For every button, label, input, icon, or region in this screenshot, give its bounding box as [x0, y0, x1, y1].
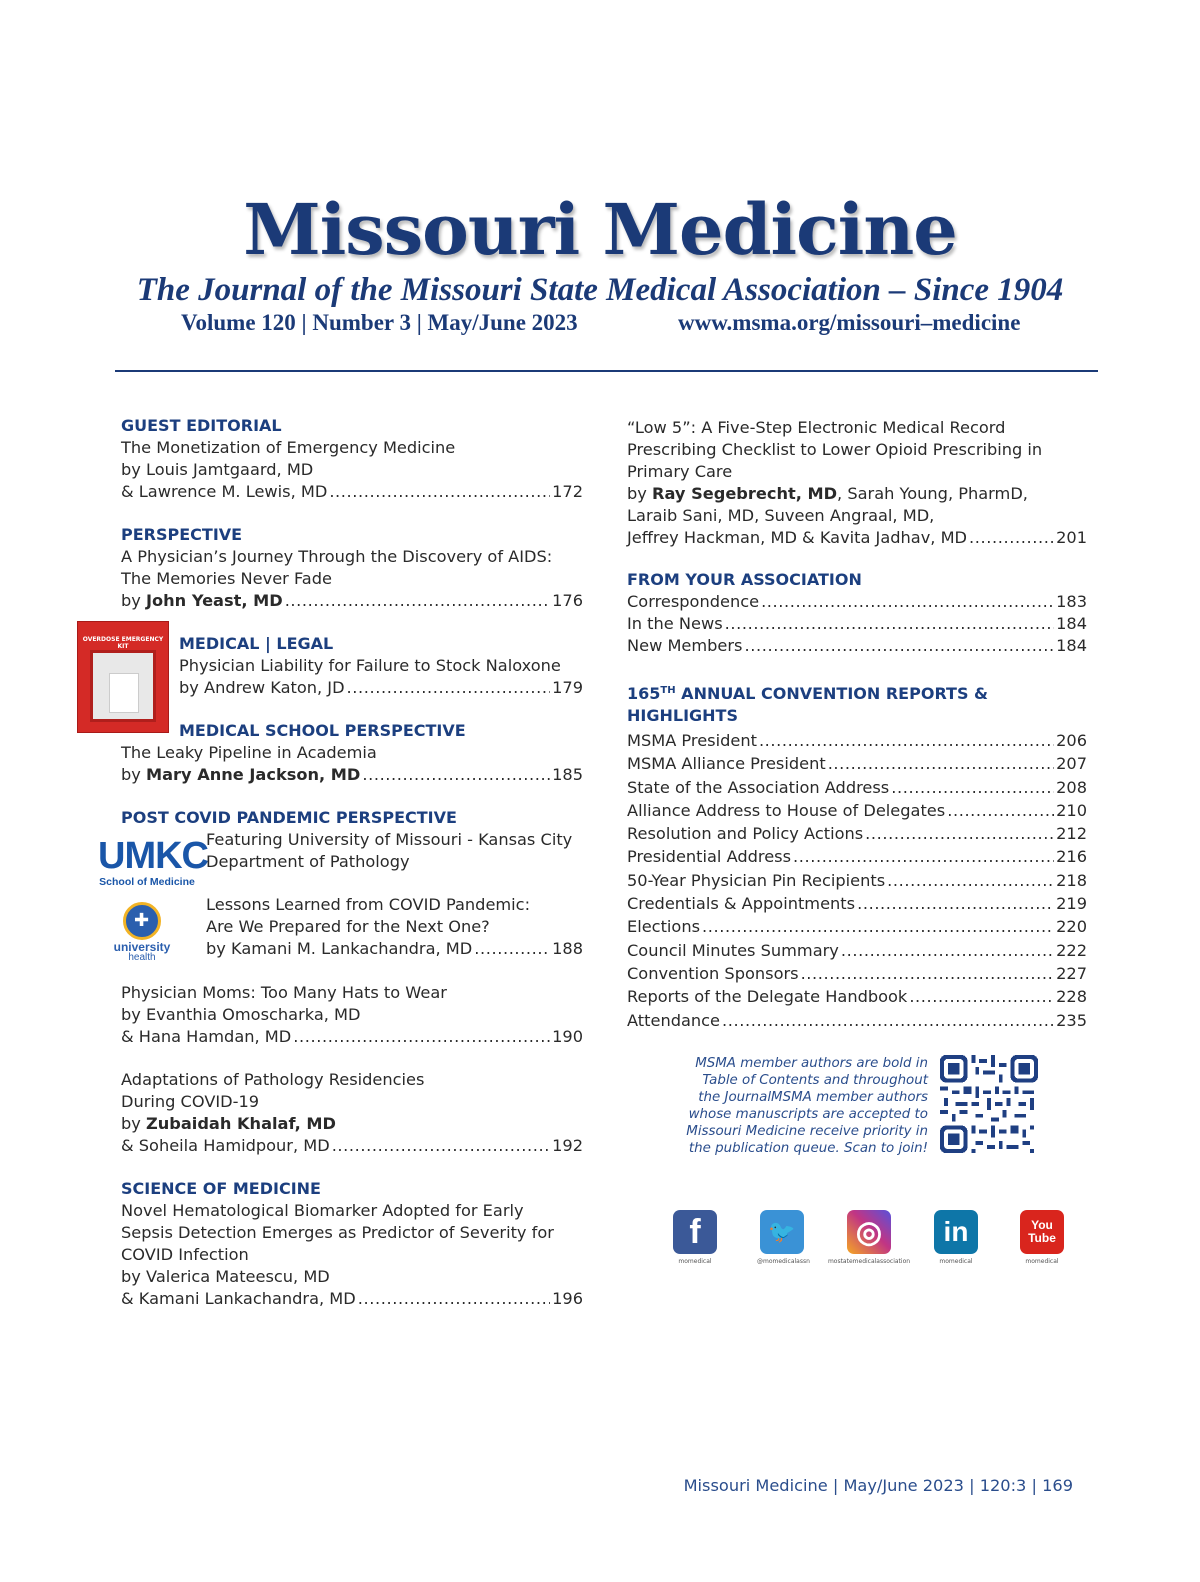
page-number: 196	[552, 1289, 583, 1308]
entry-label: In the News	[627, 614, 723, 633]
uh-wordmark-2: health	[128, 952, 156, 963]
feature-line: Department of Pathology	[206, 852, 410, 871]
toc-umkc-feature	[206, 829, 583, 960]
social-handle: momedical	[678, 1258, 712, 1265]
note-line: Missouri Medicine receive priority in	[686, 1124, 928, 1139]
facebook-icon: f	[673, 1210, 717, 1254]
article-title[interactable]: “Low 5”: A Five-Step Electronic Medical Record	[627, 418, 1006, 437]
toc-entry[interactable]	[627, 892, 1087, 915]
youtube-icon: You Tube	[1020, 1210, 1064, 1254]
note-line: the publication queue. Scan to join!	[688, 1141, 928, 1156]
article-author: by Evanthia Omoscharka, MD	[121, 1005, 361, 1024]
by-label: by	[627, 484, 653, 503]
entry-label: Presidential Address	[627, 847, 792, 867]
toc-guest-editorial	[121, 415, 583, 503]
article-title[interactable]: COVID Infection	[121, 1245, 249, 1264]
entry-label: MSMA Alliance President	[627, 754, 826, 774]
article-title[interactable]: Novel Hematological Biomarker Adopted for Early	[121, 1201, 524, 1220]
toc-entry[interactable]	[179, 677, 583, 699]
entry-label: 50-Year Physician Pin Recipients	[627, 870, 886, 890]
page-number: 216	[1056, 847, 1087, 867]
page-number: 201	[1056, 528, 1087, 547]
masthead	[0, 188, 1200, 335]
toc-entry[interactable]	[121, 764, 583, 786]
page-number: 227	[1056, 963, 1087, 983]
entry-label: Alliance Address to House of Delegates	[627, 800, 946, 820]
section-heading: MEDICAL SCHOOL PERSPECTIVE	[179, 721, 466, 740]
toc-entry[interactable]	[627, 591, 1087, 613]
section-heading: MEDICAL | LEGAL	[179, 634, 334, 653]
heading-text: ANNUAL CONVENTION REPORTS & HIGHLIGHTS	[627, 684, 988, 725]
article-author: Jeffrey Hackman, MD & Kavita Jadhav, MD	[627, 528, 968, 547]
toc-perspective	[121, 524, 583, 612]
social-handle: @momedicalassn	[757, 1258, 810, 1265]
toc-entry[interactable]	[121, 1026, 583, 1048]
note-line: whose manuscripts are accepted to	[688, 1107, 928, 1122]
toc-medical-legal	[179, 633, 583, 742]
page-number: 172	[552, 482, 583, 501]
article-title[interactable]: Sepsis Detection Emerges as Predictor of Severity for	[121, 1223, 554, 1242]
toc-entry[interactable]	[627, 527, 1087, 549]
toc-entry[interactable]	[206, 938, 583, 960]
page-number: 188	[552, 939, 583, 958]
page-number: 183	[1056, 592, 1087, 611]
page-number: 190	[552, 1027, 583, 1046]
page-number: 185	[552, 765, 583, 784]
article-title[interactable]: Adaptations of Pathology Residencies	[121, 1070, 425, 1089]
article-title[interactable]: A Physician’s Journey Through the Discovery of AIDS:	[121, 547, 553, 566]
article-title[interactable]: Lessons Learned from COVID Pandemic:	[206, 895, 531, 914]
article-author: & Soheila Hamidpour, MD	[121, 1136, 330, 1155]
university-health-icon	[123, 902, 161, 940]
member-author: John Yeast, MD	[146, 591, 283, 610]
facebook-link[interactable]	[670, 1210, 720, 1265]
umkc-logo	[98, 835, 208, 888]
page-number: 210	[1056, 800, 1087, 820]
toc-entry[interactable]	[627, 915, 1087, 938]
toc-entry[interactable]	[627, 1009, 1087, 1032]
section-heading: POST COVID PANDEMIC PERSPECTIVE	[121, 808, 457, 827]
entry-label: Resolution and Policy Actions	[627, 824, 864, 844]
member-author-note	[660, 1055, 928, 1157]
toc-entry[interactable]	[627, 729, 1087, 752]
section-heading: GUEST EDITORIAL	[121, 416, 282, 435]
linkedin-link[interactable]	[931, 1210, 981, 1265]
section-heading: SCIENCE OF MEDICINE	[121, 1179, 321, 1198]
page-number: 179	[552, 678, 583, 697]
note-line: Table of Contents and throughout	[702, 1073, 928, 1088]
page-number: 184	[1056, 614, 1087, 633]
note-line: MSMA member authors are bold in	[695, 1056, 928, 1071]
article-author: & Hana Hamdan, MD	[121, 1027, 292, 1046]
page-number: 228	[1056, 987, 1087, 1007]
by-label: by	[121, 765, 147, 784]
toc-entry[interactable]	[121, 481, 583, 503]
toc-entry[interactable]	[627, 613, 1087, 635]
entry-label: Credentials & Appointments	[627, 894, 856, 914]
article-author: Laraib Sani, MD, Suveen Angraal, MD,	[627, 506, 935, 525]
entry-label: Council Minutes Summary	[627, 940, 839, 960]
linkedin-icon: in	[934, 1210, 978, 1254]
article-author: & Lawrence M. Lewis, MD	[121, 482, 328, 501]
journal-url[interactable]: www.msma.org/missouri–medicine	[678, 310, 1021, 335]
article-author: , Sarah Young, PharmD,	[837, 484, 1028, 503]
umkc-subtitle: School of Medicine	[99, 876, 195, 888]
entry-label: Convention Sponsors	[627, 963, 799, 983]
toc-entry[interactable]	[627, 962, 1087, 985]
by-label: by	[121, 591, 147, 610]
page-number: 192	[552, 1136, 583, 1155]
page-number: 207	[1056, 754, 1087, 774]
toc-entry[interactable]	[627, 939, 1087, 962]
instagram-link[interactable]	[827, 1210, 911, 1265]
naloxone-kit-image	[77, 621, 169, 733]
kit-label: OVERDOSE EMERGENCY KIT	[82, 636, 164, 650]
university-health-logo	[110, 902, 174, 963]
page-footer: Missouri Medicine | May/June 2023 | 120:3 | 169	[683, 1476, 1073, 1495]
journal-subtitle: The Journal of the Missouri State Medical Association – Since 1904	[136, 272, 1064, 308]
article-title[interactable]: Physician Moms: Too Many Hats to Wear	[121, 983, 447, 1002]
section-heading: PERSPECTIVE	[121, 525, 243, 544]
toc-entry[interactable]	[627, 776, 1087, 799]
journal-title: Missouri Medicine	[243, 188, 957, 271]
entry-label: Correspondence	[627, 592, 760, 611]
entry-label: MSMA President	[627, 731, 757, 750]
section-heading	[627, 680, 1087, 727]
article-title[interactable]: Prescribing Checklist to Lower Opioid Prescribing in	[627, 440, 1043, 459]
twitter-link[interactable]	[757, 1210, 810, 1265]
page-number: 184	[1056, 636, 1087, 655]
social-links	[670, 1210, 1070, 1270]
by-label: by	[121, 1114, 147, 1133]
toc-entry[interactable]	[627, 845, 1087, 868]
article-author: by Andrew Katon, JD	[179, 678, 345, 697]
youtube-link[interactable]	[1017, 1210, 1067, 1265]
entry-label: Attendance	[627, 1010, 721, 1030]
entry-label: Elections	[627, 917, 701, 937]
toc-science-of-medicine	[121, 1178, 583, 1310]
toc-entry[interactable]	[121, 590, 583, 612]
article-title[interactable]: The Memories Never Fade	[121, 569, 332, 588]
article-title[interactable]: Physician Liability for Failure to Stock Naloxone	[179, 656, 561, 675]
convention-list	[627, 729, 1087, 1032]
section-heading: FROM YOUR ASSOCIATION	[627, 570, 862, 589]
member-author: Ray Segebrecht, MD	[652, 484, 838, 503]
toc-adaptations	[121, 1069, 583, 1157]
page-number: 220	[1056, 917, 1087, 937]
page-number: 219	[1056, 894, 1087, 914]
uh-wordmark: university	[113, 940, 171, 954]
feature-line: Featuring University of Missouri - Kansas City	[206, 830, 573, 849]
toc-entry[interactable]	[627, 869, 1087, 892]
entry-label: Reports of the Delegate Handbook	[627, 987, 908, 1007]
toc-entry[interactable]	[627, 799, 1087, 822]
article-title[interactable]: During COVID-19	[121, 1092, 260, 1111]
page-number: 212	[1056, 824, 1087, 844]
twitter-icon: 🐦	[760, 1210, 804, 1254]
social-handle: momedical	[1025, 1258, 1059, 1265]
toc-med-school	[121, 742, 583, 786]
article-author: by Kamani M. Lankachandra, MD	[206, 939, 473, 958]
article-title[interactable]: The Leaky Pipeline in Academia	[121, 743, 377, 762]
page-number: 222	[1056, 940, 1087, 960]
heading-number: 165	[627, 684, 661, 703]
entry-label: New Members	[627, 636, 743, 655]
heading-superscript: TH	[660, 685, 676, 696]
article-author: by Valerica Mateescu, MD	[121, 1267, 330, 1286]
instagram-icon: ◎	[847, 1210, 891, 1254]
entry-label: State of the Association Address	[627, 777, 890, 797]
article-author: by Louis Jamtgaard, MD	[121, 460, 314, 479]
page-number: 208	[1056, 777, 1087, 797]
header-rule	[115, 370, 1098, 372]
toc-entry[interactable]	[627, 985, 1087, 1008]
toc-entry[interactable]	[627, 822, 1087, 845]
social-handle: momedical	[939, 1258, 973, 1265]
page-number: 176	[552, 591, 583, 610]
note-line: the JournalMSMA member authors	[698, 1090, 928, 1105]
volume-line: Volume 120 | Number 3 | May/June 2023	[181, 310, 578, 335]
page-number: 218	[1056, 870, 1087, 890]
toc-entry[interactable]	[627, 752, 1087, 775]
toc-entry[interactable]	[121, 1288, 583, 1310]
article-title[interactable]: The Monetization of Emergency Medicine	[121, 438, 456, 457]
article-title[interactable]: Are We Prepared for the Next One?	[206, 917, 490, 936]
member-author: Mary Anne Jackson, MD	[146, 765, 361, 784]
qr-code-icon[interactable]	[940, 1055, 1038, 1153]
social-handle: mostatemedicalassociation	[827, 1258, 911, 1265]
page-number: 235	[1056, 1010, 1087, 1030]
article-title[interactable]: Primary Care	[627, 462, 733, 481]
member-author: Zubaidah Khalaf, MD	[146, 1114, 336, 1133]
toc-physician-moms	[121, 982, 583, 1048]
umkc-wordmark: UMKC	[98, 835, 208, 877]
toc-convention	[627, 680, 1087, 1032]
toc-low5	[627, 417, 1087, 549]
toc-from-your-association	[627, 569, 1087, 657]
article-author: & Kamani Lankachandra, MD	[121, 1289, 356, 1308]
toc-entry[interactable]	[121, 1135, 583, 1157]
toc-post-covid-heading	[121, 807, 583, 829]
toc-entry[interactable]	[627, 635, 1087, 657]
page-number: 206	[1056, 731, 1087, 750]
